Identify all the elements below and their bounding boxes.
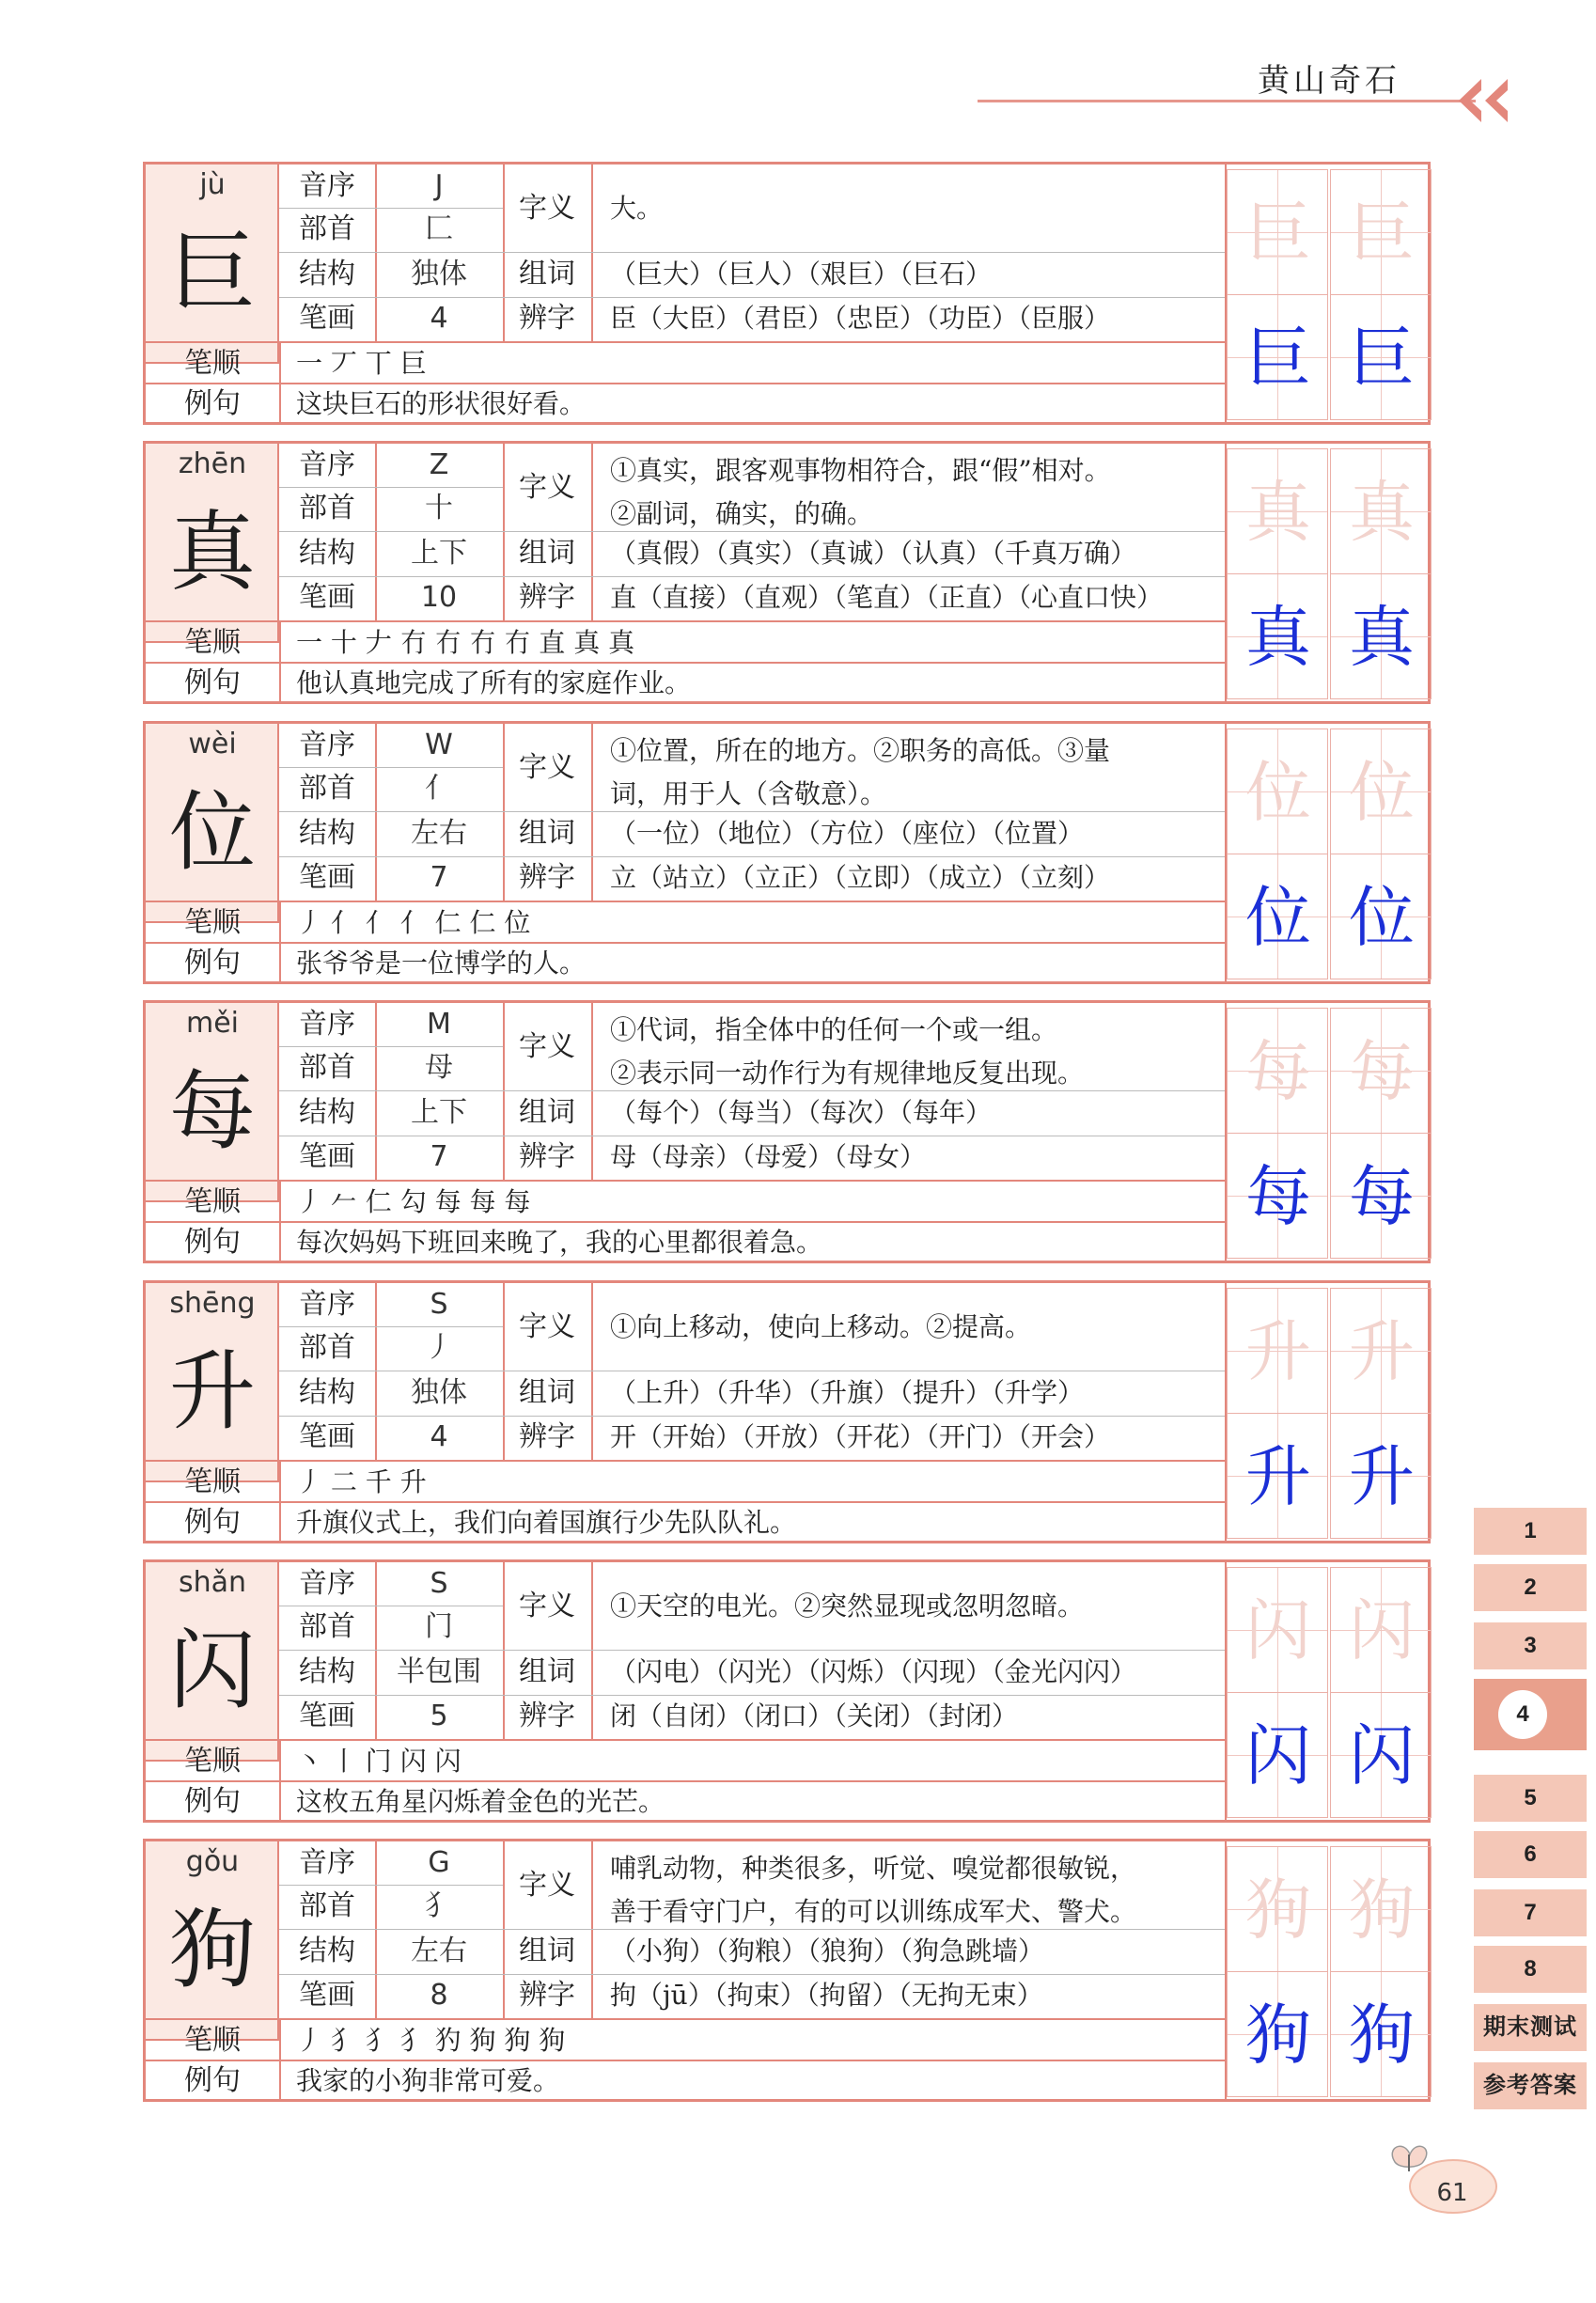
zuci-text: （巨大）（巨人）（艰巨）（巨石） xyxy=(610,258,993,290)
practice-cell xyxy=(1227,1846,1328,1972)
model-char: 闪 xyxy=(1349,1717,1415,1794)
trace-char: 升 xyxy=(1245,1313,1311,1390)
label-bushou: 部首 xyxy=(299,492,355,525)
headword-char: 位 xyxy=(168,782,256,883)
jiegou-value: 左右 xyxy=(411,817,467,850)
label-yinxu: 音序 xyxy=(299,169,355,202)
label-bishun: 笔顺 xyxy=(184,906,241,939)
model-char: 每 xyxy=(1349,1158,1415,1235)
label-liju: 例句 xyxy=(184,1506,241,1539)
practice-cell xyxy=(1227,1971,1328,2097)
model-char: 巨 xyxy=(1349,320,1415,397)
trace-char: 位 xyxy=(1349,754,1415,831)
example-sentence: 这枚五角星闪烁着金色的光芒。 xyxy=(296,1786,665,1817)
trace-char: 每 xyxy=(1349,1033,1415,1110)
label-bihua: 笔画 xyxy=(299,1420,355,1453)
stroke-order: 一 十 𠂇 冇 冇 冇 冇 直 真 真 xyxy=(296,627,635,658)
yinxu-value: W xyxy=(425,728,453,761)
label-bushou: 部首 xyxy=(299,1610,355,1643)
jiegou-value: 左右 xyxy=(411,1935,467,1967)
practice-cell xyxy=(1330,854,1432,979)
practice-cell xyxy=(1227,1133,1328,1259)
bushou-value: 母 xyxy=(425,1051,453,1084)
label-jiegou: 结构 xyxy=(299,537,355,570)
trace-char: 狗 xyxy=(1245,1872,1311,1949)
character-entry xyxy=(143,1000,1431,1263)
trace-char: 巨 xyxy=(1245,195,1311,272)
label-bushou: 部首 xyxy=(299,772,355,805)
practice-cell xyxy=(1330,1413,1432,1539)
stroke-order: 丿 二 千 升 xyxy=(296,1466,427,1497)
practice-cell xyxy=(1330,728,1432,854)
tab-chapter-2[interactable]: 2 xyxy=(1474,1564,1587,1611)
label-ziyi: 字义 xyxy=(519,1869,575,1902)
label-zuci: 组词 xyxy=(519,1096,575,1129)
tab-chapter-8[interactable]: 8 xyxy=(1474,1946,1587,1993)
tab-chapter-7[interactable]: 7 xyxy=(1474,1889,1587,1936)
label-liju: 例句 xyxy=(184,2064,241,2097)
label-bishun: 笔顺 xyxy=(184,2024,241,2057)
pinyin: gǒu xyxy=(185,1845,240,1878)
pinyin: shēng xyxy=(169,1287,256,1320)
practice-cell xyxy=(1330,448,1432,574)
tab-chapter-5[interactable]: 5 xyxy=(1474,1775,1587,1822)
bihua-value: 4 xyxy=(430,302,448,335)
pinyin: jù xyxy=(199,168,226,201)
jiegou-value: 上下 xyxy=(411,1096,467,1129)
char-box xyxy=(146,444,279,643)
label-bihua: 笔画 xyxy=(299,1700,355,1732)
label-liju: 例句 xyxy=(184,1226,241,1259)
zuci-text: （真假）（真实）（真诚）（认真）（千真万确） xyxy=(610,538,1137,569)
label-ziyi: 字义 xyxy=(519,1590,575,1622)
tab-chapter-9[interactable]: 参考答案 xyxy=(1474,2062,1587,2109)
label-bianzi: 辨字 xyxy=(519,302,575,335)
character-entry xyxy=(143,441,1431,704)
practice-cell xyxy=(1227,294,1328,420)
headword-char: 狗 xyxy=(168,1900,256,2000)
practice-cell xyxy=(1227,1008,1328,1134)
meaning-line: ①向上移动，使向上移动。②提高。 xyxy=(610,1311,1032,1342)
bihua-value: 4 xyxy=(430,1420,448,1453)
headword-char: 巨 xyxy=(168,223,256,323)
jiegou-value: 半包围 xyxy=(397,1655,481,1688)
stroke-order: 丿 犭 犭 犭 犳 狗 狗 狗 xyxy=(296,2025,566,2056)
label-bushou: 部首 xyxy=(299,1051,355,1084)
headword-char: 真 xyxy=(168,502,256,603)
label-bianzi: 辨字 xyxy=(519,581,575,614)
bihua-value: 8 xyxy=(430,1979,448,2012)
label-zuci: 组词 xyxy=(519,817,575,850)
headword-char: 闪 xyxy=(168,1621,256,1721)
headword-char: 升 xyxy=(168,1341,256,1442)
bushou-value: 十 xyxy=(425,492,453,525)
label-zuci: 组词 xyxy=(519,258,575,290)
bushou-value: 门 xyxy=(425,1610,453,1643)
char-box xyxy=(146,1841,279,2041)
trace-char: 真 xyxy=(1245,474,1311,551)
yinxu-value: J xyxy=(434,169,444,202)
meaning-line: 大。 xyxy=(610,193,664,224)
practice-cell xyxy=(1330,1008,1432,1134)
practice-grid xyxy=(1225,164,1431,422)
zuci-text: （一位）（地位）（方位）（座位）（位置） xyxy=(610,818,1085,849)
label-yinxu: 音序 xyxy=(299,1567,355,1600)
label-zuci: 组词 xyxy=(519,1376,575,1409)
label-bihua: 笔画 xyxy=(299,302,355,335)
tab-chapter-6[interactable]: 6 xyxy=(1474,1831,1587,1878)
practice-cell xyxy=(1227,169,1328,295)
label-bianzi: 辨字 xyxy=(519,1700,575,1732)
practice-grid xyxy=(1225,444,1431,701)
practice-cell xyxy=(1227,1567,1328,1693)
stroke-order: 丿 亻 亻 亻 仁 仁 位 xyxy=(296,907,531,938)
tab-chapter-3[interactable]: 3 xyxy=(1474,1622,1587,1669)
label-yinxu: 音序 xyxy=(299,1846,355,1879)
header-divider xyxy=(978,100,1476,102)
zuci-text: （闪电）（闪光）（闪烁）（闪现）（金光闪闪） xyxy=(610,1656,1137,1687)
label-ziyi: 字义 xyxy=(519,192,575,225)
character-entry xyxy=(143,162,1431,425)
label-zuci: 组词 xyxy=(519,1935,575,1967)
stroke-order: 丶 丨 门 闪 闪 xyxy=(296,1746,462,1777)
example-sentence: 这块巨石的形状很好看。 xyxy=(296,388,587,419)
bushou-value: 亻 xyxy=(425,772,453,805)
pinyin: zhēn xyxy=(178,447,247,480)
practice-cell xyxy=(1330,1288,1432,1414)
model-char: 升 xyxy=(1245,1438,1311,1515)
label-bushou: 部首 xyxy=(299,212,355,245)
label-yinxu: 音序 xyxy=(299,1008,355,1041)
label-bihua: 笔画 xyxy=(299,1140,355,1173)
example-sentence: 每次妈妈下班回来晚了，我的心里都很着急。 xyxy=(296,1227,823,1258)
trace-char: 真 xyxy=(1349,474,1415,551)
label-bihua: 笔画 xyxy=(299,1979,355,2012)
yinxu-value: Z xyxy=(429,448,449,481)
page-number: 61 xyxy=(1436,2179,1468,2207)
bihua-value: 7 xyxy=(430,861,448,894)
bianzi-text: 臣（大臣）（君臣）（忠臣）（功臣）（臣服） xyxy=(610,303,1111,334)
practice-cell xyxy=(1227,573,1328,699)
bianzi-text: 立（站立）（立正）（立即）（成立）（立刻） xyxy=(610,862,1111,893)
meaning-line: 哺乳动物，种类很多，听觉、嗅觉都很敏锐， xyxy=(610,1853,1137,1884)
meaning-line: ①代词，指全体中的任何一个或一组。 xyxy=(610,1014,1058,1045)
trace-char: 每 xyxy=(1245,1033,1311,1110)
zuci-text: （上升）（升华）（升旗）（提升）（升学） xyxy=(610,1377,1085,1408)
char-box xyxy=(146,1003,279,1202)
bianzi-text: 闭（自闭）（闭口）（关闭）（封闭） xyxy=(610,1700,1019,1731)
tab-chapter-8[interactable]: 期末测试 xyxy=(1474,2004,1587,2051)
stroke-order: 丿 𠂉 仁 勾 每 每 每 xyxy=(296,1186,531,1217)
bihua-value: 7 xyxy=(430,1140,448,1173)
label-bishun: 笔顺 xyxy=(184,1185,241,1218)
zuci-text: （每个）（每当）（每次）（每年） xyxy=(610,1097,993,1128)
practice-cell xyxy=(1227,728,1328,854)
tab-chapter-1[interactable]: 1 xyxy=(1474,1508,1587,1555)
practice-cell xyxy=(1330,1692,1432,1818)
trace-char: 狗 xyxy=(1349,1872,1415,1949)
practice-cell xyxy=(1330,1846,1432,1972)
label-yinxu: 音序 xyxy=(299,448,355,481)
practice-cell xyxy=(1330,294,1432,420)
char-box xyxy=(146,1562,279,1762)
jiegou-value: 独体 xyxy=(411,258,467,290)
model-char: 狗 xyxy=(1349,1997,1415,2074)
jiegou-value: 上下 xyxy=(411,537,467,570)
label-liju: 例句 xyxy=(184,947,241,979)
label-bushou: 部首 xyxy=(299,1331,355,1364)
bianzi-text: 拘（jū）（拘束）（拘留）（无拘无束） xyxy=(610,1980,1043,2011)
jiegou-value: 独体 xyxy=(411,1376,467,1409)
yinxu-value: S xyxy=(430,1567,448,1600)
bushou-value: 犭 xyxy=(425,1889,453,1922)
character-entry xyxy=(143,1559,1431,1823)
label-bishun: 笔顺 xyxy=(184,347,241,380)
trace-char: 闪 xyxy=(1349,1592,1415,1669)
yinxu-value: M xyxy=(427,1008,451,1041)
label-jiegou: 结构 xyxy=(299,258,355,290)
label-yinxu: 音序 xyxy=(299,728,355,761)
meaning-line: 善于看守门户，有的可以训练成军犬、警犬。 xyxy=(610,1896,1137,1927)
meaning-line: ②副词，确实，的确。 xyxy=(610,498,874,529)
practice-cell xyxy=(1330,1971,1432,2097)
char-box xyxy=(146,164,279,364)
practice-grid xyxy=(1225,1003,1431,1261)
practice-cell xyxy=(1227,1692,1328,1818)
meaning-line: ①真实，跟客观事物相符合，跟“假”相对。 xyxy=(610,455,1111,486)
trace-char: 升 xyxy=(1349,1313,1415,1390)
label-liju: 例句 xyxy=(184,666,241,699)
bihua-value: 5 xyxy=(430,1700,448,1732)
tab-label: 4 xyxy=(1498,1690,1547,1739)
label-bihua: 笔画 xyxy=(299,581,355,614)
yinxu-value: S xyxy=(430,1288,448,1321)
practice-cell xyxy=(1330,1567,1432,1693)
practice-cell xyxy=(1227,448,1328,574)
practice-cell xyxy=(1330,573,1432,699)
pinyin: shǎn xyxy=(178,1566,247,1599)
model-char: 狗 xyxy=(1245,1997,1311,2074)
meaning-line: 词，用于人（含敬意）。 xyxy=(610,778,887,809)
meaning-line: ①位置，所在的地方。②职务的高低。③量 xyxy=(610,735,1111,766)
character-entry xyxy=(143,1839,1431,2102)
model-char: 位 xyxy=(1245,879,1311,956)
model-char: 每 xyxy=(1245,1158,1311,1235)
bushou-value: 丿 xyxy=(425,1331,453,1364)
yinxu-value: G xyxy=(428,1846,450,1879)
example-sentence: 张爷爷是一位博学的人。 xyxy=(296,948,587,979)
label-bushou: 部首 xyxy=(299,1889,355,1922)
label-ziyi: 字义 xyxy=(519,1030,575,1063)
chapter-title: 黄山奇石 xyxy=(1258,62,1400,100)
char-box xyxy=(146,1283,279,1482)
character-entry xyxy=(143,1280,1431,1543)
label-bishun: 笔顺 xyxy=(184,1745,241,1778)
label-jiegou: 结构 xyxy=(299,1935,355,1967)
example-sentence: 我家的小狗非常可爱。 xyxy=(296,2065,560,2096)
tab-chapter-4[interactable] xyxy=(1474,1679,1587,1750)
practice-cell xyxy=(1227,854,1328,979)
model-char: 真 xyxy=(1245,599,1311,676)
model-char: 真 xyxy=(1349,599,1415,676)
label-bianzi: 辨字 xyxy=(519,1420,575,1453)
practice-grid xyxy=(1225,1562,1431,1820)
label-jiegou: 结构 xyxy=(299,1096,355,1129)
practice-grid xyxy=(1225,1283,1431,1541)
label-ziyi: 字义 xyxy=(519,1310,575,1343)
bushou-value: 匚 xyxy=(425,212,453,245)
model-char: 升 xyxy=(1349,1438,1415,1515)
label-jiegou: 结构 xyxy=(299,1376,355,1409)
example-sentence: 升旗仪式上，我们向着国旗行少先队队礼。 xyxy=(296,1507,797,1538)
example-sentence: 他认真地完成了所有的家庭作业。 xyxy=(296,667,692,698)
practice-grid xyxy=(1225,724,1431,981)
meaning-line: ②表示同一动作行为有规律地反复出现。 xyxy=(610,1058,1085,1089)
stroke-order: 一 丆 丅 巨 xyxy=(296,348,427,379)
label-ziyi: 字义 xyxy=(519,471,575,504)
practice-cell xyxy=(1330,169,1432,295)
trace-char: 位 xyxy=(1245,754,1311,831)
label-bishun: 笔顺 xyxy=(184,626,241,659)
label-bihua: 笔画 xyxy=(299,861,355,894)
trace-char: 闪 xyxy=(1245,1592,1311,1669)
model-char: 闪 xyxy=(1245,1717,1311,1794)
label-yinxu: 音序 xyxy=(299,1288,355,1321)
label-zuci: 组词 xyxy=(519,537,575,570)
label-jiegou: 结构 xyxy=(299,817,355,850)
practice-cell xyxy=(1227,1413,1328,1539)
zuci-text: （小狗）（狗粮）（狼狗）（狗急跳墙） xyxy=(610,1935,1045,1966)
char-box xyxy=(146,724,279,923)
bianzi-text: 直（直接）（直观）（笔直）（正直）（心直口快） xyxy=(610,582,1164,613)
pinyin: měi xyxy=(185,1007,239,1040)
meaning-line: ①天空的电光。②突然显现或忽明忽暗。 xyxy=(610,1590,1085,1622)
label-bishun: 笔顺 xyxy=(184,1465,241,1498)
label-liju: 例句 xyxy=(184,387,241,420)
trace-char: 巨 xyxy=(1349,195,1415,272)
headword-char: 每 xyxy=(168,1061,256,1162)
label-bianzi: 辨字 xyxy=(519,1979,575,2012)
practice-cell xyxy=(1330,1133,1432,1259)
label-zuci: 组词 xyxy=(519,1655,575,1688)
label-liju: 例句 xyxy=(184,1785,241,1818)
practice-cell xyxy=(1227,1288,1328,1414)
label-jiegou: 结构 xyxy=(299,1655,355,1688)
practice-grid xyxy=(1225,1841,1431,2099)
label-bianzi: 辨字 xyxy=(519,1140,575,1173)
bianzi-text: 开（开始）（开放）（开花）（开门）（开会） xyxy=(610,1421,1111,1452)
model-char: 巨 xyxy=(1245,320,1311,397)
label-ziyi: 字义 xyxy=(519,751,575,784)
double-chevron-icon xyxy=(1455,77,1511,124)
bianzi-text: 母（母亲）（母爱）（母女） xyxy=(610,1141,927,1172)
model-char: 位 xyxy=(1349,879,1415,956)
character-entry xyxy=(143,721,1431,984)
label-bianzi: 辨字 xyxy=(519,861,575,894)
pinyin: wèi xyxy=(188,728,237,760)
bihua-value: 10 xyxy=(420,581,458,614)
